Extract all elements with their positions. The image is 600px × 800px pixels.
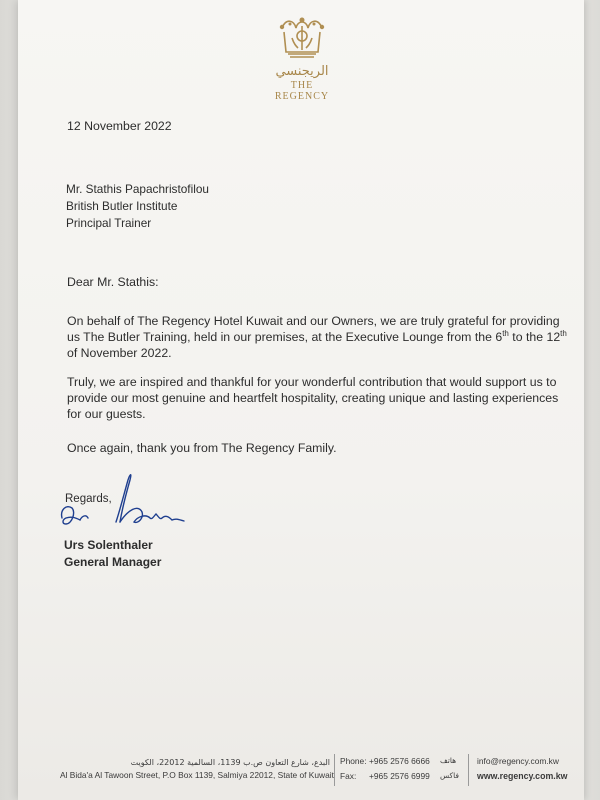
recipient-name: Mr. Stathis Papachristofilou — [66, 182, 209, 196]
signer-block — [64, 537, 161, 571]
footer-fax-row — [340, 771, 460, 786]
handwritten-signature — [58, 466, 188, 536]
regards-text: Regards, — [65, 493, 112, 505]
fax-number: +965 2576 6999 — [369, 771, 430, 781]
regency-logo — [262, 14, 342, 102]
signer-title: General Manager — [64, 555, 162, 569]
recipient-organization: British Butler Institute — [66, 199, 178, 213]
footer-phone-row — [340, 756, 460, 771]
letter-date: 12 November 2022 — [67, 119, 172, 133]
paragraph-1 — [67, 313, 567, 361]
paragraph-1-text-c: of November 2022. — [67, 346, 172, 360]
logo-arabic-text: الريجنسي — [275, 64, 329, 79]
recipient-block — [66, 181, 209, 232]
footer-website: www.regency.com.kw — [477, 771, 568, 781]
logo-english-text: THE REGENCY — [274, 80, 330, 102]
closing-line: Once again, thank you from The Regency Family. — [67, 441, 337, 455]
signer-name: Urs Solenthaler — [64, 538, 153, 552]
footer-web — [477, 756, 587, 786]
footer-divider — [468, 754, 469, 786]
letter-footer — [0, 752, 600, 800]
fax-label: Fax: — [340, 771, 357, 781]
crown-emblem-icon — [276, 14, 328, 62]
paragraph-1-text-b: to the 12 — [508, 330, 561, 344]
phone-number: +965 2576 6666 — [369, 756, 430, 766]
phone-label: Phone: — [340, 756, 367, 766]
fax-label-arabic: فاكس — [440, 771, 460, 780]
footer-divider — [334, 754, 335, 786]
paragraph-2: Truly, we are inspired and thankful for your wonderful contribution that would support us to provide our most genuine and heartfelt hospitality, creating unique and lasting experiences for our guests. — [67, 375, 559, 421]
paragraph-1-text-a: On behalf of The Regency Hotel Kuwait and our Owners, we are truly grateful for providing us The Butler Training, held in our premises, at the Executive Lounge from the 6 — [67, 314, 560, 344]
salutation: Dear Mr. Stathis: — [67, 275, 159, 289]
paragraph-1-superscript-a: th — [502, 328, 509, 338]
recipient-title: Principal Trainer — [66, 216, 152, 230]
footer-address — [60, 756, 334, 782]
phone-label-arabic: هاتف — [440, 756, 457, 765]
footer-email: info@regency.com.kw — [477, 756, 559, 766]
footer-address-english: Al Bida'a Al Tawoon Street, P.O Box 1139, Salmiya 22012, State of Kuwait — [60, 770, 334, 780]
paragraph-1-superscript-b: th — [560, 328, 567, 338]
footer-address-arabic: البدع، شارع التعاون ص.ب 1139، السالمية 22012، الكويت — [130, 758, 330, 767]
footer-contact — [340, 756, 460, 786]
